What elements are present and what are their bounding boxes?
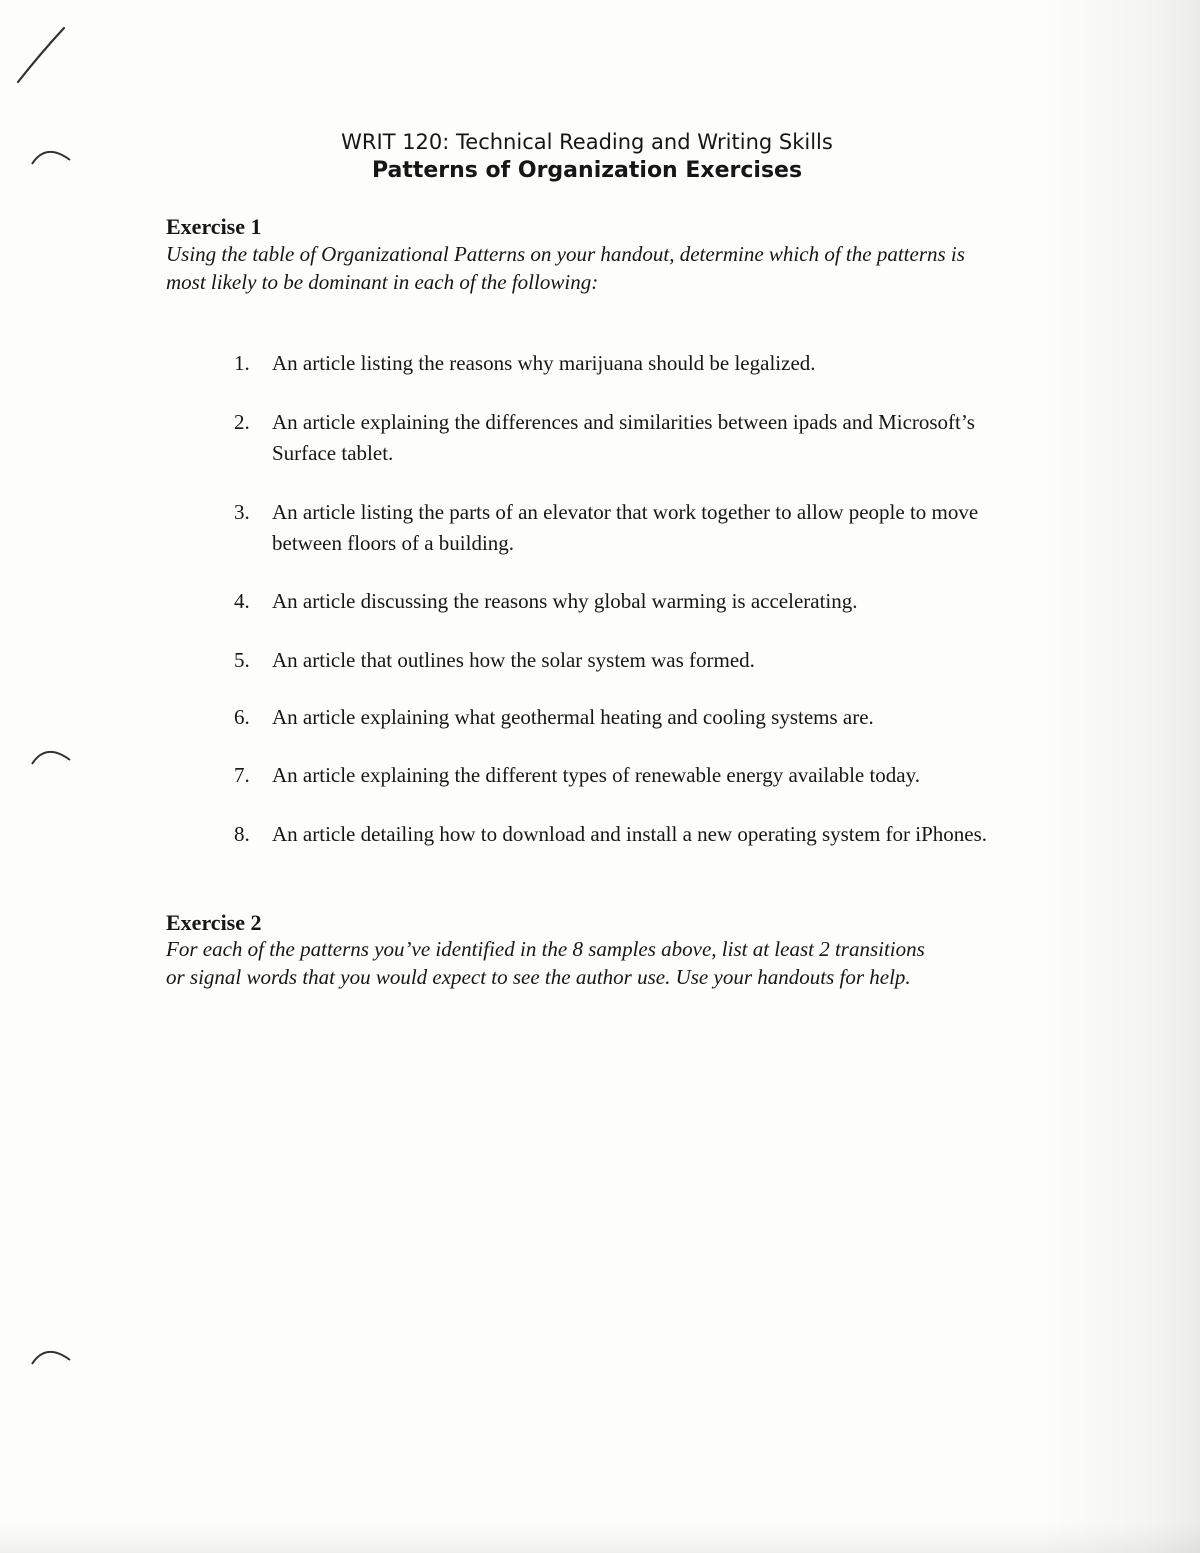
list-item-text: An article explaining the different types of renewable energy available today. (272, 763, 921, 787)
sheet-title: Patterns of Organization Exercises (371, 158, 803, 183)
list-item-number: 5. (234, 648, 250, 672)
list-item (234, 760, 1014, 791)
scan-edge-shadow (1040, 0, 1200, 1553)
list-item (234, 645, 1014, 676)
list-item (234, 348, 1014, 379)
list-item (234, 819, 1014, 850)
binder-hole-middle (24, 738, 84, 778)
exercise2-heading: Exercise 2 (166, 910, 262, 935)
exercise1-instructions: Using the table of Organizational Patterns on your handout, determine which of the patterns is most likely to be dominant in each of the following: (166, 242, 965, 294)
list-item-text: An article listing the reasons why marijuana should be legalized. (272, 351, 816, 375)
list-item-number: 2. (234, 410, 250, 434)
list-item-text: An article discussing the reasons why global warming is accelerating. (272, 589, 858, 613)
list-item-number: 1. (234, 351, 250, 375)
list-item-text: An article explaining the differences and similarities between ipads and Microsoft’s Surface tablet. (272, 410, 975, 465)
list-item-number: 3. (234, 500, 250, 524)
list-item-text: An article that outlines how the solar system was formed. (272, 648, 755, 672)
list-item-number: 6. (234, 705, 250, 729)
list-item-number: 8. (234, 822, 250, 846)
exercise1-heading: Exercise 1 (166, 214, 262, 239)
list-item-number: 7. (234, 763, 250, 787)
exercise2-instructions: For each of the patterns you’ve identified in the 8 samples above, list at least 2 transitions or signal words that you would expect to see the author use. Use your handouts for help. (166, 937, 925, 989)
list-item (234, 407, 1014, 469)
scan-bottom-shadow (0, 1523, 1200, 1553)
course-title: WRIT 120: Technical Reading and Writing Skills (341, 130, 833, 154)
list-item-text: An article detailing how to download and install a new operating system for iPhones. (272, 822, 988, 846)
pen-slash-mark (0, 10, 90, 90)
list-item (234, 702, 1014, 733)
list-item (234, 497, 1014, 559)
list-item-text: An article explaining what geothermal heating and cooling systems are. (272, 705, 874, 729)
list-item-number: 4. (234, 589, 250, 613)
list-item-text: An article listing the parts of an elevator that work together to allow people to move between floors of a building. (272, 500, 979, 555)
list-item (234, 586, 1014, 617)
binder-hole-bottom (24, 1338, 84, 1378)
